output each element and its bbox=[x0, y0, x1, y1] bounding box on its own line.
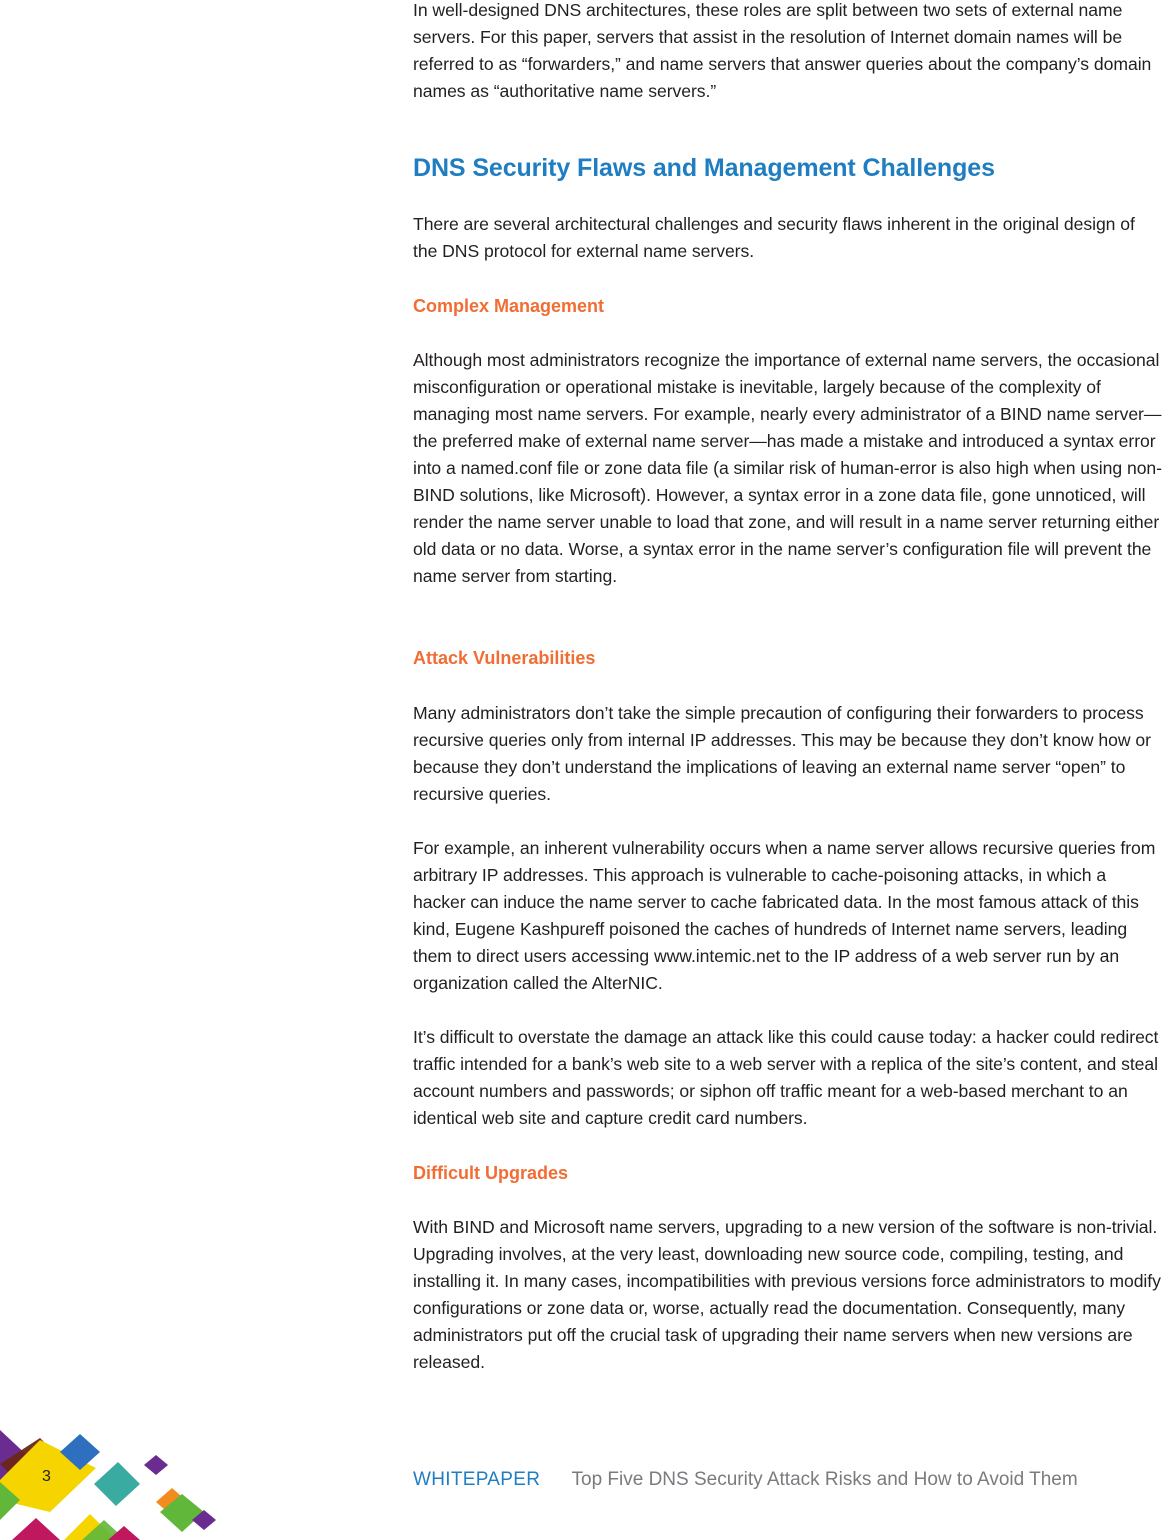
diamond-teal bbox=[94, 1462, 140, 1506]
intro-paragraph: In well-designed DNS architectures, these roles are split between two sets of external name servers. For this paper, servers that assist in the resolution of Internet domain names will be referred to as “forwarders,” and name servers that answer queries about the company’s domain names as “authoritative name servers.” bbox=[413, 0, 1152, 101]
difficult-upgrades-paragraph: With BIND and Microsoft name servers, upgrading to a new version of the software is non-trivial. Upgrading involves, at the very least, downloading new source code, compiling, testing, and installing it. In many cases, incompatibilities with previous versions force administrators to modify configurations or zone data or, worse, actually read the documentation. Consequently, many administrators put off the crucial task of upgrading their name servers when new versions are released. bbox=[413, 1217, 1161, 1372]
section-title: DNS Security Flaws and Management Challenges bbox=[413, 154, 995, 182]
page-footer bbox=[413, 1468, 1078, 1492]
difficult-upgrades-heading: Difficult Upgrades bbox=[413, 1163, 569, 1183]
attack-paragraph-3-block bbox=[413, 1024, 1162, 1132]
difficult-upgrades-block bbox=[413, 1214, 1162, 1376]
section-intro-paragraph: There are several architectural challenges and security flaws inherent in the original design of the DNS protocol for external name servers. bbox=[413, 214, 1135, 261]
diamond-magenta bbox=[12, 1518, 60, 1540]
complex-management-heading: Complex Management bbox=[413, 296, 605, 316]
attack-paragraph-3: It’s difficult to overstate the damage an attack like this could cause today: a hacker could redirect traffic intended for a bank’s web site to a web server with a replica of the site’s content, and steal account numbers and passwords; or siphon off traffic meant for a web-based merchant to an identical web site and capture credit card numbers. bbox=[413, 1027, 1159, 1128]
diamond-purple-small bbox=[144, 1455, 168, 1475]
section-intro-block bbox=[413, 211, 1162, 265]
complex-management-block bbox=[413, 347, 1162, 590]
page-number: 3 bbox=[42, 1468, 51, 1485]
intro-block bbox=[413, 0, 1162, 108]
attack-vulnerabilities-heading: Attack Vulnerabilities bbox=[413, 648, 596, 668]
attack-paragraph-2: For example, an inherent vulnerability occurs when a name server allows recursive queries from arbitrary IP addresses. This approach is vulnerable to cache-poisoning attacks, in which a hacker can induce the name server to cache fabricated data. In the most famous attack of this kind, Eugene Kashpureff poisoned the caches of hundreds of Internet name servers, leading them to direct users accessing www.intemic.net to the IP address of a web server run by an organization called the AlterNIC. bbox=[413, 838, 1156, 993]
footer-tag: WHITEPAPER bbox=[413, 1469, 541, 1490]
attack-paragraph-1: Many administrators don’t take the simple precaution of configuring their forwarders to process recursive queries only from internal IP addresses. This may be because they don’t know how or because they don’t understand the implications of leaving an external name server “open” to recursive queries. bbox=[413, 703, 1151, 804]
attack-paragraph-2-block bbox=[413, 835, 1162, 997]
attack-paragraph-1-block bbox=[413, 700, 1162, 808]
footer-title: Top Five DNS Security Attack Risks and How to Avoid Them bbox=[571, 1469, 1078, 1490]
decorative-diamond-graphic bbox=[0, 1420, 230, 1540]
complex-management-paragraph: Although most administrators recognize the importance of external name servers, the occasional misconfiguration or operational mistake is inevitable, largely because of the complexity of managing most name servers. For example, nearly every administrator of a BIND name server—the preferred make of external name server—has made a mistake and introduced a syntax error into a named.conf file or zone data file (a similar risk of human-error is also high when using non-BIND solutions, like Microsoft). However, a syntax error in a zone data file, gone unnoticed, will render the name server unable to load that zone, and will result in a name server returning either old data or no data. Worse, a syntax error in the name server’s configuration file will prevent the name server from starting. bbox=[413, 350, 1162, 586]
